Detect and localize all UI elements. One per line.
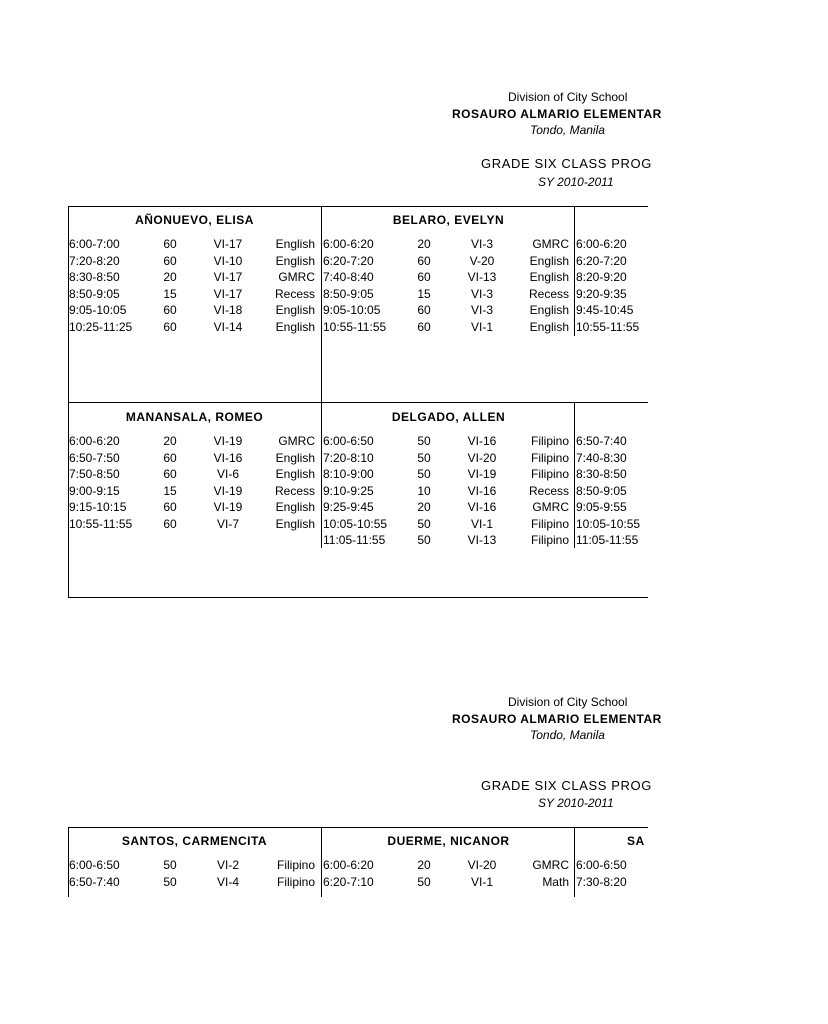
teacher-block xyxy=(575,403,828,597)
minutes-cell: 60 xyxy=(417,253,431,268)
division-label: Division of City School xyxy=(508,695,628,709)
minutes-cell: 50 xyxy=(417,434,431,448)
time-cell: 9:00-9:15 xyxy=(69,483,120,498)
sheet1-schedule-grid xyxy=(68,206,648,598)
time-cell: 9:45-10:45 xyxy=(576,303,634,317)
time-cell: 7:40-8:40 xyxy=(323,270,374,284)
program-title: GRADE SIX CLASS PROG xyxy=(481,156,652,171)
subject-cell: English xyxy=(275,319,315,334)
table-row xyxy=(69,450,321,467)
table-row xyxy=(69,483,321,500)
table-row xyxy=(69,319,321,336)
section-cell: VI-3 xyxy=(470,237,493,251)
time-cell: 10:55-11:55 xyxy=(69,516,133,531)
subject-cell: Filipino xyxy=(530,434,569,448)
table-row xyxy=(323,302,575,319)
subject-cell: Filipino xyxy=(530,450,569,465)
section-cell: VI-19 xyxy=(213,500,243,514)
division-label: Division of City School xyxy=(508,90,628,104)
minutes-cell: 60 xyxy=(163,319,177,334)
section-cell: VI-19 xyxy=(213,434,243,448)
minutes-cell: 20 xyxy=(417,237,431,251)
minutes-cell: 15 xyxy=(163,483,177,498)
teacher-block xyxy=(68,827,321,897)
table-row xyxy=(576,302,828,319)
section-cell: VI-16 xyxy=(213,450,243,465)
subject-cell: Recess xyxy=(274,483,315,498)
minutes-cell: 50 xyxy=(417,450,431,465)
table-row xyxy=(69,286,321,303)
subject-cell: GMRC xyxy=(278,434,315,448)
table-row xyxy=(69,269,321,286)
subject-cell: Filipino xyxy=(276,858,315,872)
program-title: GRADE SIX CLASS PROG xyxy=(481,778,652,793)
table-row xyxy=(576,450,828,467)
subject-cell: English xyxy=(275,467,315,481)
school-name: ROSAURO ALMARIO ELEMENTAR xyxy=(452,712,662,726)
section-cell: VI-3 xyxy=(470,286,493,301)
table-row xyxy=(69,253,321,270)
teacher-name: BELARO, EVELYN xyxy=(392,213,505,227)
section-cell: VI-17 xyxy=(213,286,243,301)
table-row xyxy=(323,857,575,874)
table-row xyxy=(323,450,575,467)
school-location: Tondo, Manila xyxy=(530,123,605,137)
time-cell: 6:00-6:20 xyxy=(576,237,627,251)
section-cell: VI-17 xyxy=(213,270,243,284)
minutes-cell: 50 xyxy=(417,467,431,481)
subject-cell: GMRC xyxy=(532,500,569,514)
table-row xyxy=(69,236,321,253)
time-cell: 7:20-8:10 xyxy=(323,450,374,465)
minutes-cell: 20 xyxy=(417,858,431,872)
minutes-cell: 15 xyxy=(163,286,177,301)
minutes-cell: 20 xyxy=(163,270,177,284)
time-cell: 8:10-9:00 xyxy=(323,467,374,481)
table-row xyxy=(576,253,828,270)
minutes-cell: 60 xyxy=(163,303,177,317)
time-cell: 8:50-9:05 xyxy=(576,483,627,498)
section-cell: VI-16 xyxy=(467,483,497,498)
section-cell: VI-20 xyxy=(467,450,497,465)
time-cell: 6:20-7:20 xyxy=(323,253,374,268)
time-cell: 9:05-10:05 xyxy=(323,303,381,317)
section-cell: VI-17 xyxy=(213,237,243,251)
teacher-name: MANANSALA, ROMEO xyxy=(125,410,264,424)
minutes-cell: 60 xyxy=(163,237,177,251)
subject-cell: GMRC xyxy=(532,858,569,872)
table-row xyxy=(69,302,321,319)
section-cell: VI-13 xyxy=(467,533,497,547)
time-cell: 9:05-10:05 xyxy=(69,303,127,317)
section-cell: VI-10 xyxy=(213,253,243,268)
subject-cell: Filipino xyxy=(530,467,569,481)
table-row xyxy=(69,499,321,516)
minutes-cell: 50 xyxy=(417,533,431,547)
teacher-block xyxy=(575,206,828,402)
minutes-cell: 60 xyxy=(163,253,177,268)
section-cell: VI-19 xyxy=(467,467,497,481)
table-row xyxy=(323,286,575,303)
section-cell: VI-16 xyxy=(467,434,497,448)
table-row xyxy=(576,236,828,253)
time-cell: 9:20-9:35 xyxy=(576,286,627,301)
subject-cell: English xyxy=(529,270,569,284)
subject-cell: Math xyxy=(542,874,569,889)
teacher-block xyxy=(322,403,575,597)
time-cell: 8:50-9:05 xyxy=(323,286,374,301)
minutes-cell: 60 xyxy=(417,319,431,334)
section-cell: VI-20 xyxy=(467,858,497,872)
time-cell: 9:10-9:25 xyxy=(323,483,374,498)
section-cell: VI-2 xyxy=(216,858,239,872)
subject-cell: GMRC xyxy=(278,270,315,284)
time-cell: 6:00-6:50 xyxy=(69,858,120,872)
time-cell: 8:30-8:50 xyxy=(69,270,120,284)
time-cell: 10:55-11:55 xyxy=(323,319,387,334)
minutes-cell: 60 xyxy=(163,516,177,531)
section-cell: VI-16 xyxy=(467,500,497,514)
sheet2-schedule-grid xyxy=(68,827,648,897)
school-name: ROSAURO ALMARIO ELEMENTAR xyxy=(452,107,662,121)
section-cell: VI-7 xyxy=(216,516,239,531)
time-cell: 6:00-6:20 xyxy=(69,434,120,448)
table-row xyxy=(576,433,828,450)
teacher-name: DUERME, NICANOR xyxy=(387,834,510,848)
table-row xyxy=(323,483,575,500)
time-cell: 11:05-11:55 xyxy=(323,533,386,547)
school-location: Tondo, Manila xyxy=(530,728,605,742)
table-row xyxy=(576,319,828,336)
table-row xyxy=(576,483,828,500)
time-cell: 6:50-7:50 xyxy=(69,450,120,465)
teacher-block xyxy=(68,403,321,597)
time-cell: 6:50-7:40 xyxy=(69,874,120,889)
section-cell: VI-4 xyxy=(216,874,239,889)
time-cell: 10:05-10:55 xyxy=(576,516,641,531)
time-cell: 10:25-11:25 xyxy=(69,319,133,334)
section-cell: VI-1 xyxy=(470,874,493,889)
table-row xyxy=(69,466,321,483)
teacher-name: AÑONUEVO, ELISA xyxy=(135,213,254,227)
time-cell: 9:05-9:55 xyxy=(576,500,627,514)
table-row xyxy=(576,532,828,549)
time-cell: 6:50-7:40 xyxy=(576,434,627,448)
time-cell: 8:30-8:50 xyxy=(576,467,627,481)
subject-cell: English xyxy=(275,500,315,514)
time-cell: 9:15-10:15 xyxy=(69,500,127,514)
teacher-block xyxy=(68,206,321,402)
time-cell: 7:40-8:30 xyxy=(576,450,627,465)
teacher-block xyxy=(322,827,575,897)
table-row xyxy=(323,253,575,270)
time-cell: 6:20-7:10 xyxy=(323,874,374,889)
section-cell: VI-3 xyxy=(470,303,493,317)
subject-cell: English xyxy=(275,253,315,268)
table-row xyxy=(69,857,321,874)
section-cell: VI-13 xyxy=(467,270,497,284)
minutes-cell: 50 xyxy=(417,874,431,889)
table-row xyxy=(576,466,828,483)
teacher-name: SA xyxy=(627,834,645,848)
table-row xyxy=(323,269,575,286)
table-row xyxy=(69,516,321,533)
teacher-name xyxy=(575,403,828,431)
minutes-cell: 10 xyxy=(417,483,431,498)
subject-cell: Filipino xyxy=(276,874,315,889)
minutes-cell: 15 xyxy=(417,286,431,301)
time-cell: 7:20-8:20 xyxy=(69,253,120,268)
section-cell: VI-1 xyxy=(470,516,493,531)
minutes-cell: 60 xyxy=(163,450,177,465)
minutes-cell: 20 xyxy=(163,434,177,448)
table-row xyxy=(69,433,321,450)
teacher-name: SANTOS, CARMENCITA xyxy=(121,834,268,848)
time-cell: 6:00-7:00 xyxy=(69,237,120,251)
subject-cell: English xyxy=(529,303,569,317)
teacher-name: DELGADO, ALLEN xyxy=(391,410,506,424)
school-year: SY 2010-2011 xyxy=(538,175,614,189)
subject-cell: Filipino xyxy=(530,533,569,547)
minutes-cell: 50 xyxy=(417,516,431,531)
minutes-cell: 60 xyxy=(417,270,431,284)
table-row xyxy=(576,269,828,286)
section-cell: VI-1 xyxy=(470,319,493,334)
time-cell: 7:30-8:20 xyxy=(576,874,627,889)
subject-cell: GMRC xyxy=(532,237,569,251)
time-cell: 10:05-10:55 xyxy=(323,516,388,531)
minutes-cell: 50 xyxy=(163,858,177,872)
section-cell: VI-6 xyxy=(216,467,239,481)
subject-cell: English xyxy=(275,237,315,251)
table-row xyxy=(323,319,575,336)
subject-cell: English xyxy=(529,319,569,334)
table-row xyxy=(69,874,321,891)
minutes-cell: 50 xyxy=(163,874,177,889)
table-row xyxy=(323,516,575,533)
time-cell: 6:20-7:20 xyxy=(576,253,627,268)
table-row xyxy=(576,857,828,874)
subject-cell: Recess xyxy=(274,286,315,301)
teacher-name xyxy=(575,206,828,234)
section-cell: V-20 xyxy=(469,253,495,268)
time-cell: 6:00-6:20 xyxy=(323,237,374,251)
table-row xyxy=(576,499,828,516)
table-row xyxy=(323,874,575,891)
time-cell: 11:05-11:55 xyxy=(576,533,639,547)
subject-cell: English xyxy=(275,303,315,317)
table-row xyxy=(576,286,828,303)
time-cell: 10:55-11:55 xyxy=(576,319,640,334)
subject-cell: Recess xyxy=(528,286,569,301)
table-row xyxy=(576,874,828,891)
time-cell: 7:50-8:50 xyxy=(69,467,120,481)
teacher-block xyxy=(575,827,828,897)
time-cell: 6:00-6:20 xyxy=(323,858,374,872)
time-cell: 8:20-9:20 xyxy=(576,270,627,284)
time-cell: 8:50-9:05 xyxy=(69,286,120,301)
subject-cell: English xyxy=(275,450,315,465)
table-row xyxy=(323,433,575,450)
section-cell: VI-14 xyxy=(213,319,243,334)
subject-cell: Recess xyxy=(528,483,569,498)
section-cell: VI-18 xyxy=(213,303,243,317)
table-row xyxy=(323,532,575,549)
table-row xyxy=(323,499,575,516)
subject-cell: English xyxy=(529,253,569,268)
section-cell: VI-19 xyxy=(213,483,243,498)
table-row xyxy=(576,516,828,533)
time-cell: 9:25-9:45 xyxy=(323,500,374,514)
time-cell: 6:00-6:50 xyxy=(576,858,627,872)
subject-cell: English xyxy=(275,516,315,531)
minutes-cell: 60 xyxy=(163,467,177,481)
table-row xyxy=(323,236,575,253)
time-cell: 6:00-6:50 xyxy=(323,434,374,448)
subject-cell: Filipino xyxy=(530,516,569,531)
minutes-cell: 60 xyxy=(417,303,431,317)
minutes-cell: 60 xyxy=(163,500,177,514)
teacher-block xyxy=(322,206,575,402)
table-row xyxy=(323,466,575,483)
minutes-cell: 20 xyxy=(417,500,431,514)
school-year: SY 2010-2011 xyxy=(538,796,614,810)
